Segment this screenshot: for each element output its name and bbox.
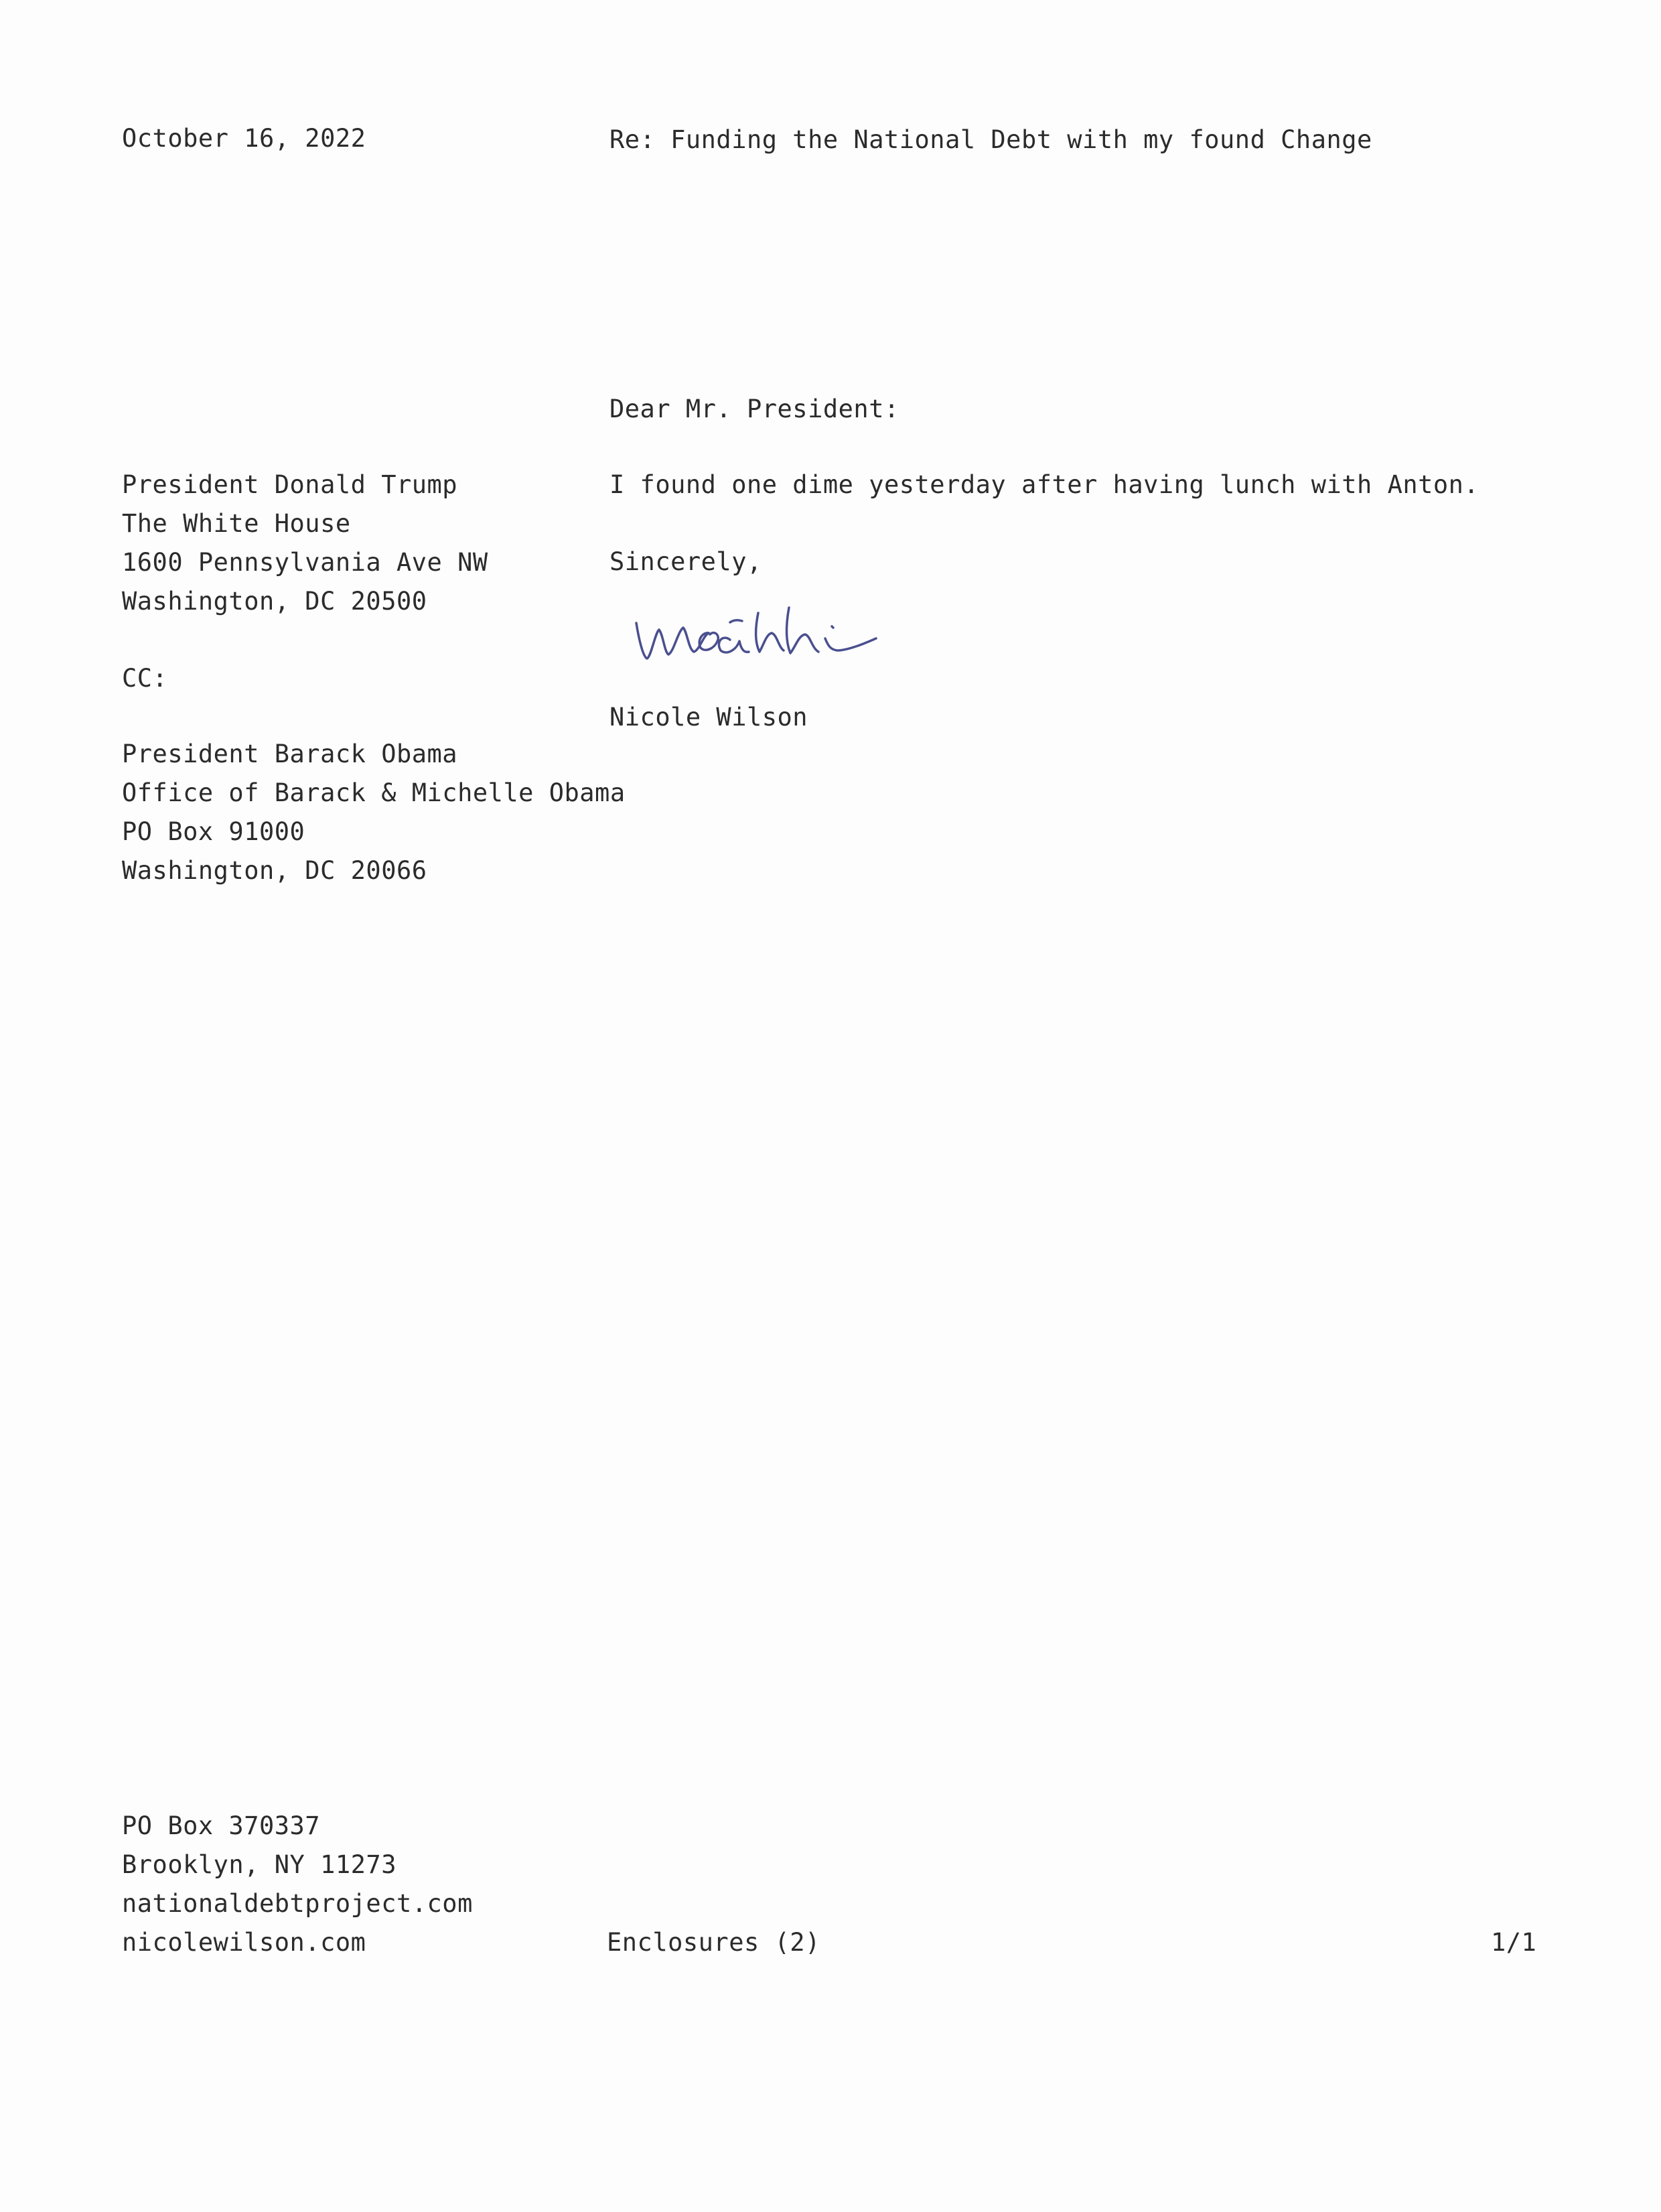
cc-line: Washington, DC 20066 [122,856,427,885]
sender-line: nationaldebtproject.com [122,1889,473,1918]
sender-line: PO Box 370337 [122,1811,321,1840]
cc-line: President Barack Obama [122,740,458,768]
recipient-line: 1600 Pennsylvania Ave NW [122,548,488,577]
closing: Sincerely, [609,547,762,576]
signer-name: Nicole Wilson [609,703,808,732]
recipient-line: Washington, DC 20500 [122,587,427,616]
recipient-line: President Donald Trump [122,470,458,499]
cc-label: CC: [122,664,168,693]
cc-line: Office of Barack & Michelle Obama [122,778,626,807]
sender-line: nicolewilson.com [122,1928,366,1957]
cc-line: PO Box 91000 [122,817,305,846]
sender-line: Brooklyn, NY 11273 [122,1850,396,1879]
recipient-address [122,466,488,621]
recipient-line: The White House [122,509,351,538]
letter-date: October 16, 2022 [122,124,366,153]
cc-address [122,735,626,890]
page-number: 1/1 [1491,1928,1537,1957]
enclosures-note: Enclosures (2) [607,1928,820,1957]
salutation: Dear Mr. President: [609,395,899,423]
body-text: I found one dime yesterday after having lunch with Anton. [609,470,1479,499]
letter-subject: Re: Funding the National Debt with my found Change [609,125,1372,154]
signature-image [630,593,938,673]
sender-address [122,1807,473,1962]
